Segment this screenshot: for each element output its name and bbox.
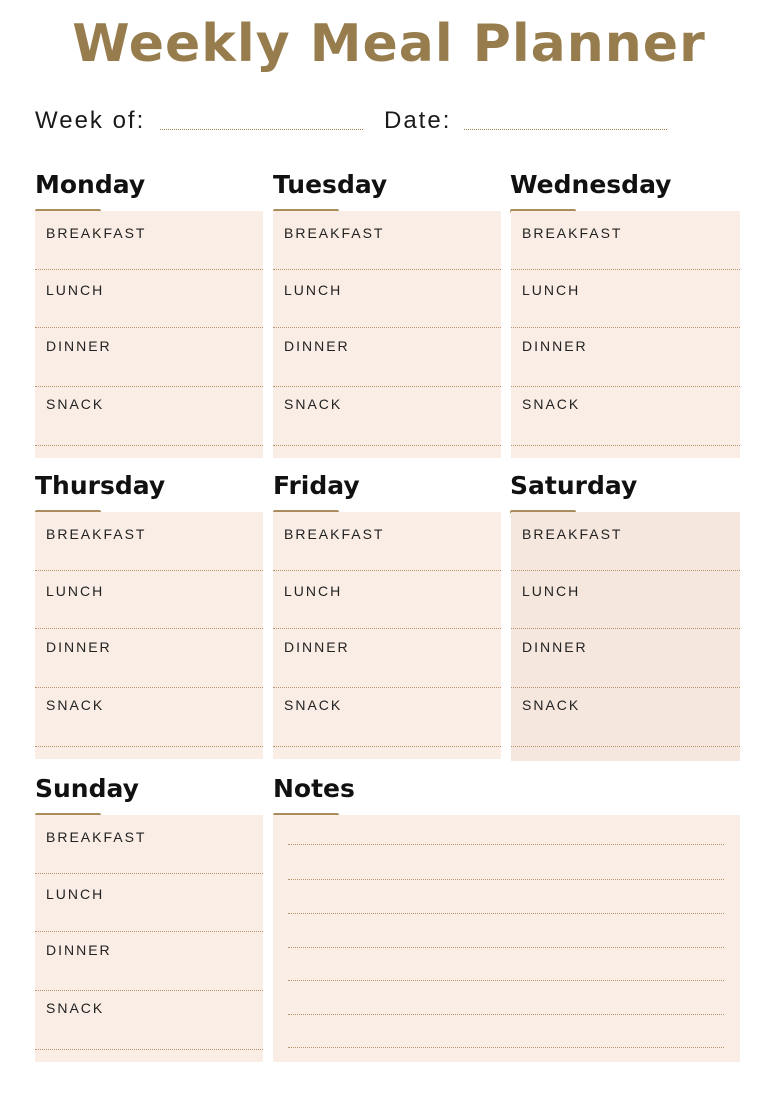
meal-label-dinner: DINNER	[46, 942, 112, 958]
day-panel-sunday	[35, 815, 263, 1062]
meal-entry-breakfast[interactable]	[35, 570, 263, 571]
meal-entry-snack[interactable]	[35, 1049, 263, 1050]
meal-entry-breakfast[interactable]	[273, 570, 501, 571]
meal-entry-snack[interactable]	[35, 445, 263, 446]
meal-entry-snack[interactable]	[511, 445, 740, 446]
meal-entry-breakfast[interactable]	[35, 873, 263, 874]
meal-label-lunch: LUNCH	[46, 583, 105, 599]
meal-entry-snack[interactable]	[511, 746, 740, 747]
meal-label-breakfast: BREAKFAST	[46, 829, 147, 845]
meal-entry-snack[interactable]	[273, 445, 501, 446]
meal-entry-dinner[interactable]	[273, 687, 501, 688]
day-title-monday: Monday	[35, 170, 146, 199]
notes-title: Notes	[273, 774, 355, 803]
meal-entry-dinner[interactable]	[35, 386, 263, 387]
meal-entry-dinner[interactable]	[511, 386, 740, 387]
meal-label-lunch: LUNCH	[284, 282, 343, 298]
meal-label-snack: SNACK	[46, 1000, 105, 1016]
notes-line[interactable]	[288, 1047, 724, 1048]
meal-entry-dinner[interactable]	[273, 386, 501, 387]
meal-label-snack: SNACK	[522, 697, 581, 713]
page-title: Weekly Meal Planner	[72, 14, 706, 74]
meal-label-dinner: DINNER	[46, 338, 112, 354]
notes-line[interactable]	[288, 844, 724, 845]
meal-label-breakfast: BREAKFAST	[46, 526, 147, 542]
meal-label-lunch: LUNCH	[46, 282, 105, 298]
meal-label-lunch: LUNCH	[284, 583, 343, 599]
day-panel-tuesday	[273, 211, 501, 458]
meal-entry-lunch[interactable]	[273, 628, 501, 629]
date-label: Date:	[384, 107, 452, 134]
meal-entry-breakfast[interactable]	[511, 570, 740, 571]
day-title-tuesday: Tuesday	[273, 170, 388, 199]
meal-entry-breakfast[interactable]	[35, 269, 263, 270]
meal-entry-breakfast[interactable]	[511, 269, 740, 270]
day-title-friday: Friday	[273, 471, 360, 500]
notes-line[interactable]	[288, 980, 724, 981]
meal-label-breakfast: BREAKFAST	[284, 225, 385, 241]
day-title-sunday: Sunday	[35, 774, 139, 803]
meal-entry-lunch[interactable]	[35, 931, 263, 932]
week-of-label: Week of:	[35, 107, 146, 134]
meal-label-dinner: DINNER	[522, 338, 588, 354]
meal-label-breakfast: BREAKFAST	[522, 526, 623, 542]
meal-entry-dinner[interactable]	[511, 687, 740, 688]
week-of-field[interactable]	[160, 129, 363, 130]
meal-label-snack: SNACK	[46, 396, 105, 412]
meal-entry-lunch[interactable]	[35, 327, 263, 328]
notes-line[interactable]	[288, 947, 724, 948]
day-panel-wednesday	[511, 211, 740, 458]
meal-entry-snack[interactable]	[35, 746, 263, 747]
meal-label-dinner: DINNER	[284, 338, 350, 354]
notes-line[interactable]	[288, 1014, 724, 1015]
day-title-saturday: Saturday	[510, 471, 638, 500]
day-title-wednesday: Wednesday	[510, 170, 672, 199]
meal-entry-lunch[interactable]	[35, 628, 263, 629]
meal-label-breakfast: BREAKFAST	[284, 526, 385, 542]
notes-line[interactable]	[288, 879, 724, 880]
meal-entry-breakfast[interactable]	[273, 269, 501, 270]
meal-entry-lunch[interactable]	[511, 628, 740, 629]
meal-entry-dinner[interactable]	[35, 687, 263, 688]
meal-label-lunch: LUNCH	[46, 886, 105, 902]
meal-label-snack: SNACK	[284, 697, 343, 713]
meal-entry-dinner[interactable]	[35, 990, 263, 991]
meal-label-lunch: LUNCH	[522, 282, 581, 298]
meal-entry-lunch[interactable]	[511, 327, 740, 328]
meal-label-dinner: DINNER	[522, 639, 588, 655]
meal-label-dinner: DINNER	[284, 639, 350, 655]
meal-label-snack: SNACK	[522, 396, 581, 412]
meal-label-dinner: DINNER	[46, 639, 112, 655]
day-panel-thursday	[35, 512, 263, 759]
day-panel-friday	[273, 512, 501, 759]
notes-line[interactable]	[288, 913, 724, 914]
date-field[interactable]	[464, 129, 667, 130]
meal-entry-snack[interactable]	[273, 746, 501, 747]
notes-panel	[273, 815, 740, 1062]
day-panel-saturday	[511, 512, 740, 761]
meal-entry-lunch[interactable]	[273, 327, 501, 328]
meal-label-snack: SNACK	[46, 697, 105, 713]
meal-label-snack: SNACK	[284, 396, 343, 412]
meal-label-lunch: LUNCH	[522, 583, 581, 599]
meal-label-breakfast: BREAKFAST	[522, 225, 623, 241]
meal-label-breakfast: BREAKFAST	[46, 225, 147, 241]
day-title-thursday: Thursday	[35, 471, 166, 500]
day-panel-monday	[35, 211, 263, 458]
